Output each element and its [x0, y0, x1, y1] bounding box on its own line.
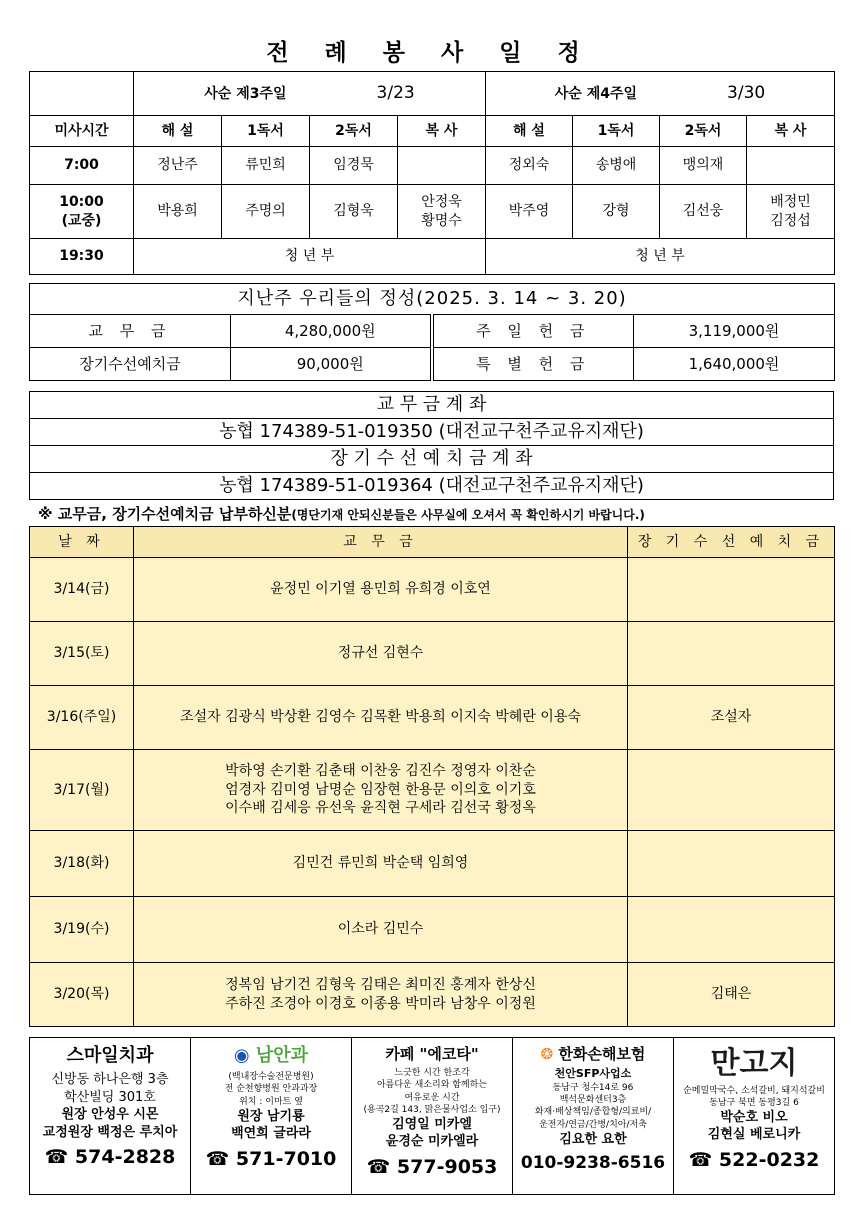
col-commentary: 해 설 — [486, 116, 573, 147]
account-title: 교 무 금 계 좌 — [30, 392, 834, 419]
account-table — [29, 391, 834, 500]
ad-smile-dental: 스마일치과 신방동 하나은행 3층 학산빌딩 301호 원장 안성우 시몬 교정원장 백정은 루치아 ☎ 574-2828 — [30, 1038, 191, 1195]
col-altar-server: 복 사 — [747, 116, 835, 147]
schedule-cell: 송병애 — [573, 147, 660, 185]
ad-title: ❂ 한화손해보험 — [540, 1045, 646, 1063]
phone-number: ☎ 577-9053 — [366, 1155, 498, 1178]
hanwha-logo-icon: ❂ — [540, 1045, 554, 1063]
mass-time: 19:30 — [30, 239, 134, 275]
schedule-row — [30, 185, 835, 239]
offering-row — [30, 315, 835, 348]
account-number: 농협 174389-51-019364 (대전교구천주교유지재단) — [30, 473, 834, 500]
col-altar-server: 복 사 — [398, 116, 486, 147]
payment-row: 3/19(수) 이소라 김민수 — [30, 897, 835, 963]
ad-title: 만고지 — [710, 1046, 798, 1081]
col-reading2: 2독서 — [310, 116, 398, 147]
phone-number: ☎ 574-2828 — [44, 1146, 176, 1169]
offering-label: 교 무 금 — [30, 315, 231, 348]
youth-cell: 청 년 부 — [486, 239, 835, 275]
corner-cell — [30, 72, 134, 116]
week1-header: 사순 제3주일 3/23 — [134, 72, 486, 116]
ads-table — [29, 1037, 835, 1195]
ad-mangoji: 만고지 순메밀막국수, 소석갈비, 돼지석갈비 동남구 북면 동평3길 6 박순호 비오 김현실 베로니카 ☎ 522-0232 — [674, 1038, 835, 1195]
ad-title: 카페 "에코타" — [385, 1045, 479, 1063]
ad-title: ◉ 남안과 — [233, 1045, 309, 1066]
schedule-row — [30, 239, 835, 275]
schedule-cell: 안정욱 황명수 — [398, 185, 486, 239]
payment-row: 3/18(화) 김민건 류민희 박순택 임희영 — [30, 831, 835, 897]
payment-row: 3/14(금) 윤정민 이기열 용민희 유희경 이호연 — [30, 558, 835, 622]
eye-logo-icon: ◉ — [233, 1045, 250, 1066]
col-date: 날 짜 — [30, 527, 134, 558]
payment-row: 3/20(목) 정복임 남기건 김형욱 김태은 최미진 홍계자 한상신 주하진 조경아 이경호 이종용 박미라 남창우 이정원 김태은 — [30, 963, 835, 1027]
schedule-cell — [747, 147, 835, 185]
offering-table — [29, 283, 835, 381]
col-reading1: 1독서 — [222, 116, 310, 147]
schedule-cell: 류민희 — [222, 147, 310, 185]
schedule-cell: 맹의재 — [660, 147, 747, 185]
mass-time: 10:00 (교중) — [30, 185, 134, 239]
schedule-cell: 주명의 — [222, 185, 310, 239]
ad-hanwha-insurance: ❂ 한화손해보험 천안SFP사업소 동남구 청수14로 96 백석문화센터3층 화재·배상책임/종합형/의료비/ 운전자/연금/간병/치아/저축 김요한 요한 010-9238-6516 — [513, 1038, 674, 1195]
ad-title: 스마일치과 — [66, 1045, 154, 1066]
ad-cafe-ecota: 카페 "에코타" 느긋한 시간 한조각 아름다운 새소리와 함께하는 여유로운 시간 (용곡2길 143, 맑은물사업소 입구) 김영일 미카엘 윤경순 미카엘라 ☎ 577-9053 — [352, 1038, 513, 1195]
offering-label: 장기수선예치금 — [30, 348, 231, 381]
col-mass-time: 미사시간 — [30, 116, 134, 147]
offering-value: 1,640,000원 — [634, 348, 835, 381]
payment-row: 3/17(월) 박하영 손기환 김춘태 이찬웅 김진수 정영자 이찬순 엄경자 김미영 남명순 임장현 한용문 이의호 이기호 이수배 김세응 유선욱 윤직현 구세라 김선국 황정옥 — [30, 750, 835, 831]
week2-header: 사순 제4주일 3/30 — [486, 72, 835, 116]
offering-label: 주 일 헌 금 — [432, 315, 634, 348]
schedule-cell: 정외숙 — [486, 147, 573, 185]
offering-value: 3,119,000원 — [634, 315, 835, 348]
phone-number: ☎ 571-7010 — [205, 1147, 337, 1170]
offering-value: 4,280,000원 — [231, 315, 432, 348]
schedule-cell: 김형욱 — [310, 185, 398, 239]
schedule-cell: 박주영 — [486, 185, 573, 239]
payment-table — [29, 526, 835, 1027]
account-number: 농협 174389-51-019350 (대전교구천주교유지재단) — [30, 419, 834, 446]
col-dues: 교 무 금 — [134, 527, 628, 558]
schedule-cell: 정난주 — [134, 147, 222, 185]
schedule-cell: 박용희 — [134, 185, 222, 239]
col-reading2: 2독서 — [660, 116, 747, 147]
schedule-cell — [398, 147, 486, 185]
offering-title: 지난주 우리들의 정성(2025. 3. 14 ~ 3. 20) — [30, 284, 835, 315]
schedule-cell: 김선웅 — [660, 185, 747, 239]
col-repair-fund: 장 기 수 선 예 치 금 — [628, 527, 835, 558]
payment-note: ※ 교무금, 장기수선예치금 납부하신분(명단기재 안되신분들은 사무실에 오셔서 꼭 확인하시기 바랍니다.) — [38, 505, 645, 523]
offering-row — [30, 348, 835, 381]
phone-number: ☎ 522-0232 — [688, 1148, 820, 1171]
schedule-cell: 배정민 김정섭 — [747, 185, 835, 239]
offering-label: 특 별 헌 금 — [432, 348, 634, 381]
col-commentary: 해 설 — [134, 116, 222, 147]
mass-time: 7:00 — [30, 147, 134, 185]
liturgy-schedule-table — [29, 71, 835, 275]
col-reading1: 1독서 — [573, 116, 660, 147]
schedule-cell: 강형 — [573, 185, 660, 239]
page-title: 전 례 봉 사 일 정 — [266, 40, 594, 66]
payment-row: 3/15(토) 정규선 김현수 — [30, 622, 835, 686]
schedule-row — [30, 147, 835, 185]
schedule-cell: 임경묵 — [310, 147, 398, 185]
payment-row: 3/16(주일) 조설자 김광식 박상환 김영수 김목환 박용희 이지숙 박혜란 이용숙 조설자 — [30, 686, 835, 750]
offering-value: 90,000원 — [231, 348, 432, 381]
account-title: 장 기 수 선 예 치 금 계 좌 — [30, 446, 834, 473]
youth-cell: 청 년 부 — [134, 239, 486, 275]
phone-number: 010-9238-6516 — [520, 1153, 666, 1174]
ad-nam-eye-clinic: ◉ 남안과 (백내장수술전문병원) 전 순천향병원 안과과장 위치 : 이마트 옆 원장 남기룡 백연희 글라라 ☎ 571-7010 — [191, 1038, 352, 1195]
